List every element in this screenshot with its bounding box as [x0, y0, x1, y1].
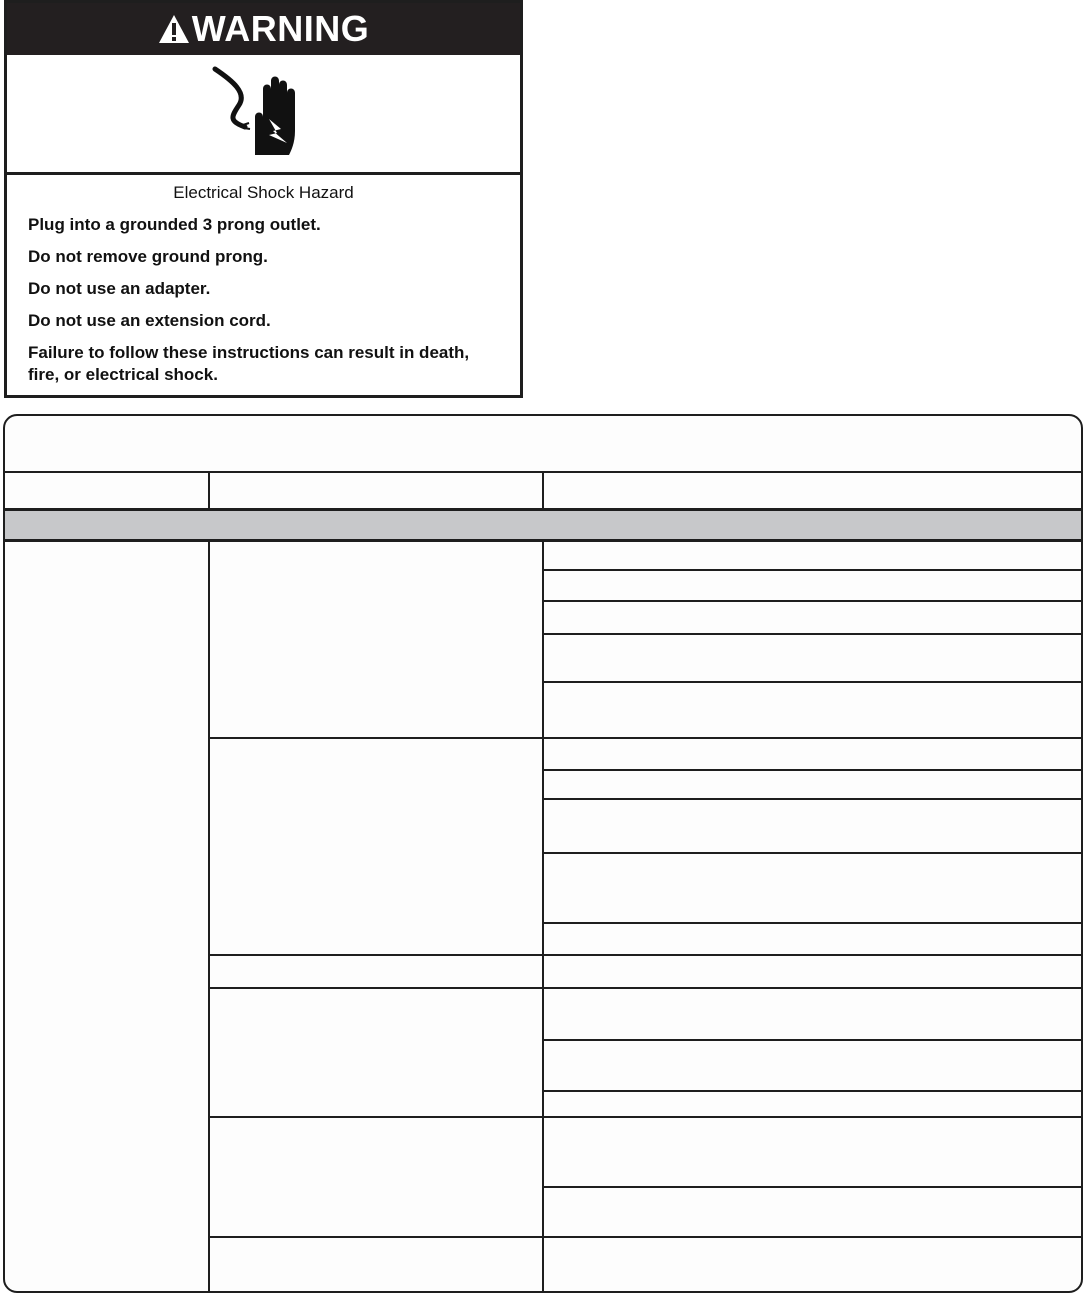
troubleshooting-table [3, 414, 1083, 1293]
cause-group-divider [209, 1116, 1081, 1118]
column-divider [208, 542, 210, 1293]
column-divider [542, 472, 544, 509]
column-divider [208, 472, 210, 509]
solution-row-divider [543, 922, 1081, 924]
hazard-line: Do not remove ground prong. [28, 247, 268, 266]
solution-row-divider [543, 600, 1081, 602]
cause-group-divider [209, 737, 1081, 739]
hazard-title: Electrical Shock Hazard [173, 183, 354, 202]
cause-group-divider [209, 954, 1081, 956]
solution-row-divider [543, 1186, 1081, 1188]
hazard-line: Do not use an extension cord. [28, 311, 271, 330]
pictogram-area [7, 55, 520, 172]
solution-row-divider [543, 798, 1081, 800]
pictogram-divider [7, 172, 520, 175]
electric-shock-hand-icon [7, 55, 520, 172]
warning-triangle-icon [158, 14, 190, 44]
warning-title: WARNING [191, 8, 370, 49]
solution-row-divider [543, 769, 1081, 771]
column-divider [542, 542, 544, 1293]
solution-row-divider [543, 852, 1081, 854]
cause-group-divider [209, 987, 1081, 989]
warning-header [7, 3, 520, 55]
hazard-line: Do not use an adapter. [28, 279, 211, 298]
hazard-line: Failure to follow these instructions can result in death, fire, or electrical shock. [28, 343, 470, 384]
solution-row-divider [543, 1039, 1081, 1041]
solution-row-divider [543, 633, 1081, 635]
solution-row-divider [543, 569, 1081, 571]
hazard-line: Plug into a grounded 3 prong outlet. [28, 215, 321, 234]
cause-group-divider [209, 1236, 1081, 1238]
section-band [5, 511, 1081, 540]
solution-row-divider [543, 681, 1081, 683]
hazard-instructions [28, 214, 503, 396]
solution-row-divider [543, 1090, 1081, 1092]
warning-box [4, 0, 523, 398]
